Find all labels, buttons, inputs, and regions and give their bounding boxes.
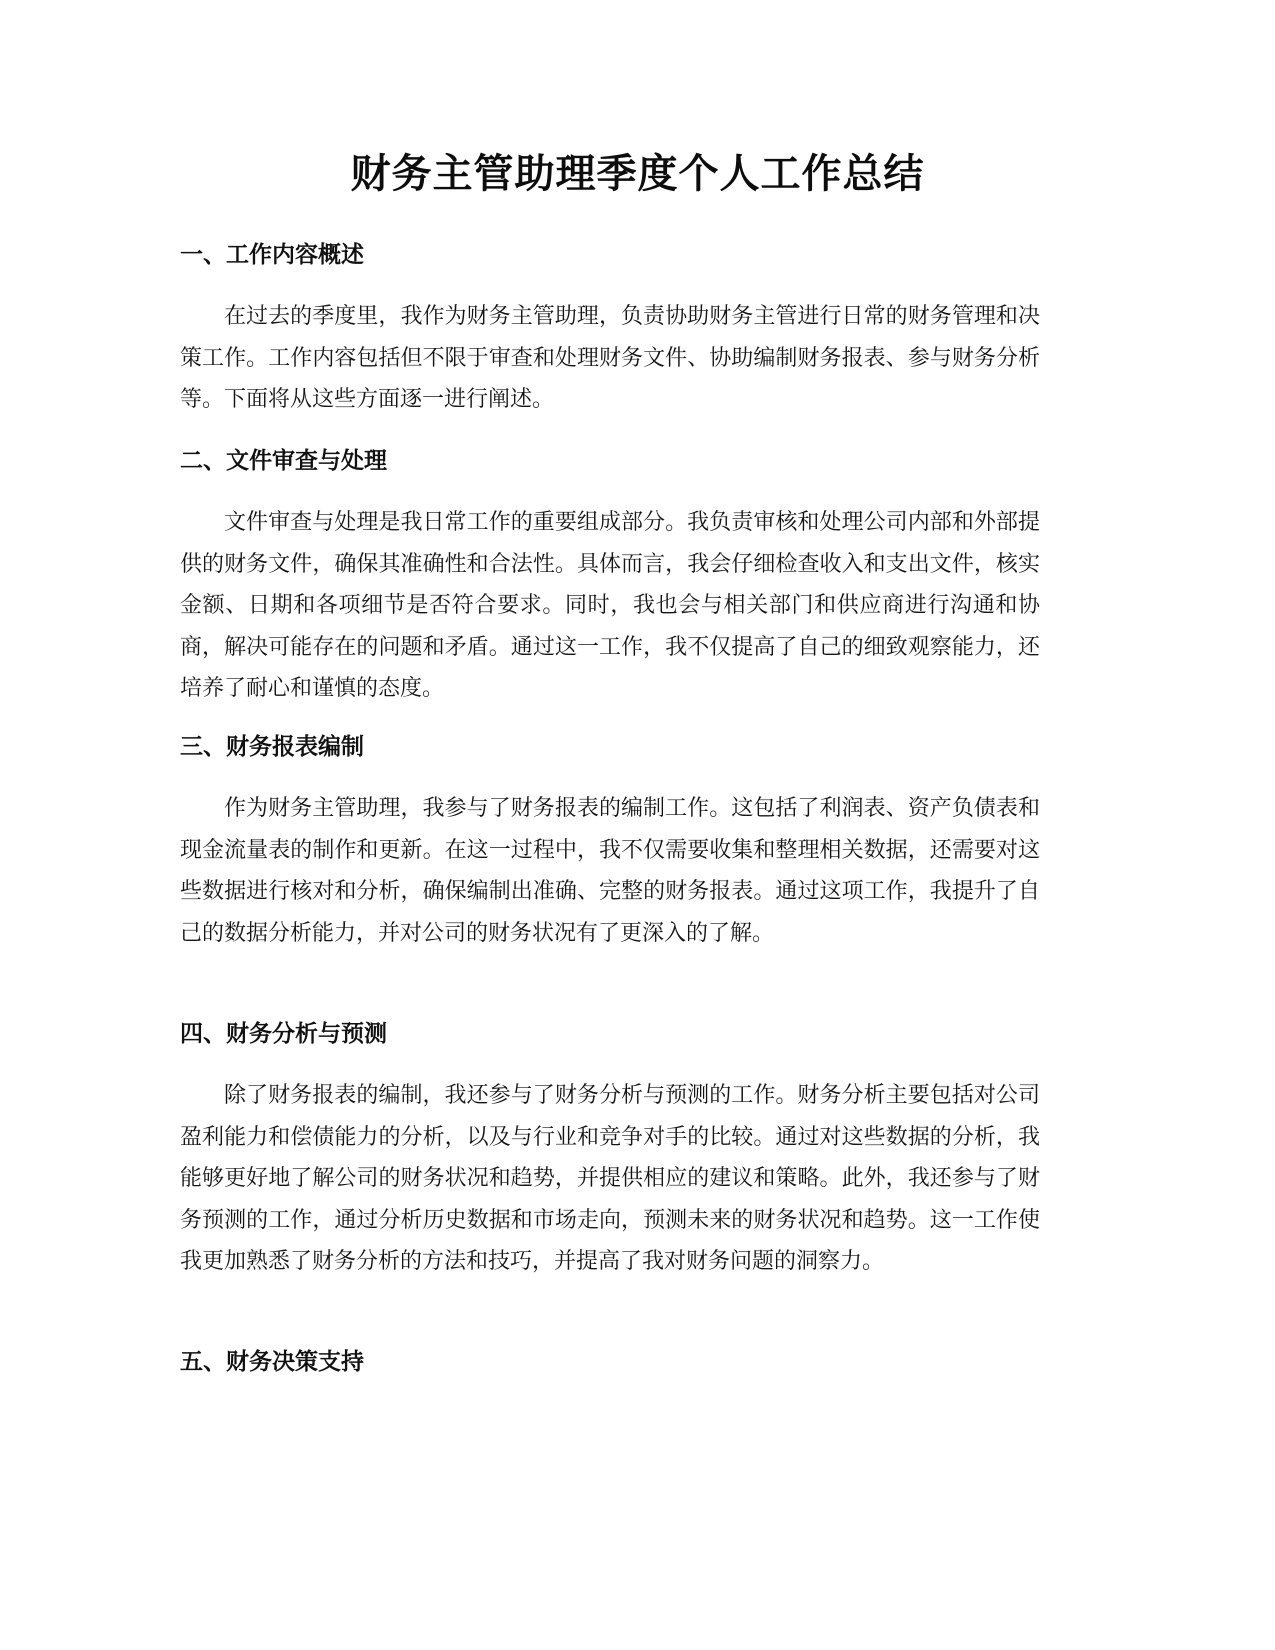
section-heading-financial-statements: 三、财务报表编制: [180, 734, 364, 760]
section-heading-decision-support: 五、财务决策支持: [180, 1349, 364, 1375]
section-paragraph-analysis-forecast: 除了财务报表的编制，我还参与了财务分析与预测的工作。财务分析主要包括对公司盈利能力和偿债能力的分析，以及与行业和竞争对手的比较。通过对这些数据的分析，我能够更好地了解公司的财务状况和趋势，并提供相应的建议和策略。此外，我还参与了财务预测的工作，通过分析历史数据和市场走向，预测未来的财务状况和趋势。这一工作使我更加熟悉了财务分析的方法和技巧，并提高了我对财务问题的洞察力。: [180, 1083, 1040, 1274]
section-heading-analysis-forecast: 四、财务分析与预测: [180, 1021, 387, 1047]
section-paragraph-financial-statements: 作为财务主管助理，我参与了财务报表的编制工作。这包括了利润表、资产负债表和现金流量表的制作和更新。在这一过程中，我不仅需要收集和整理相关数据，还需要对这些数据进行核对和分析，确保编制出准确、完整的财务报表。通过这项工作，我提升了自己的数据分析能力，并对公司的财务状况有了更深入的了解。: [180, 796, 1040, 946]
section-paragraph-document-review: 文件审查与处理是我日常工作的重要组成部分。我负责审核和处理公司内部和外部提供的财务文件，确保其准确性和合法性。具体而言，我会仔细检查收入和支出文件，核实金额、日期和各项细节是否符合要求。同时，我也会与相关部门和供应商进行沟通和协商，解决可能存在的问题和矛盾。通过这一工作，我不仅提高了自己的细致观察能力，还培养了耐心和谨慎的态度。: [180, 510, 1040, 701]
document-title: 财务主管助理季度个人工作总结: [350, 151, 925, 197]
section-heading-overview: 一、工作内容概述: [180, 242, 364, 268]
section-paragraph-overview: 在过去的季度里，我作为财务主管助理，负责协助财务主管进行日常的财务管理和决策工作。工作内容包括但不限于审查和处理财务文件、协助编制财务报表、参与财务分析等。下面将从这些方面逐一进行阐述。: [180, 304, 1040, 412]
section-heading-document-review: 二、文件审查与处理: [180, 448, 387, 474]
